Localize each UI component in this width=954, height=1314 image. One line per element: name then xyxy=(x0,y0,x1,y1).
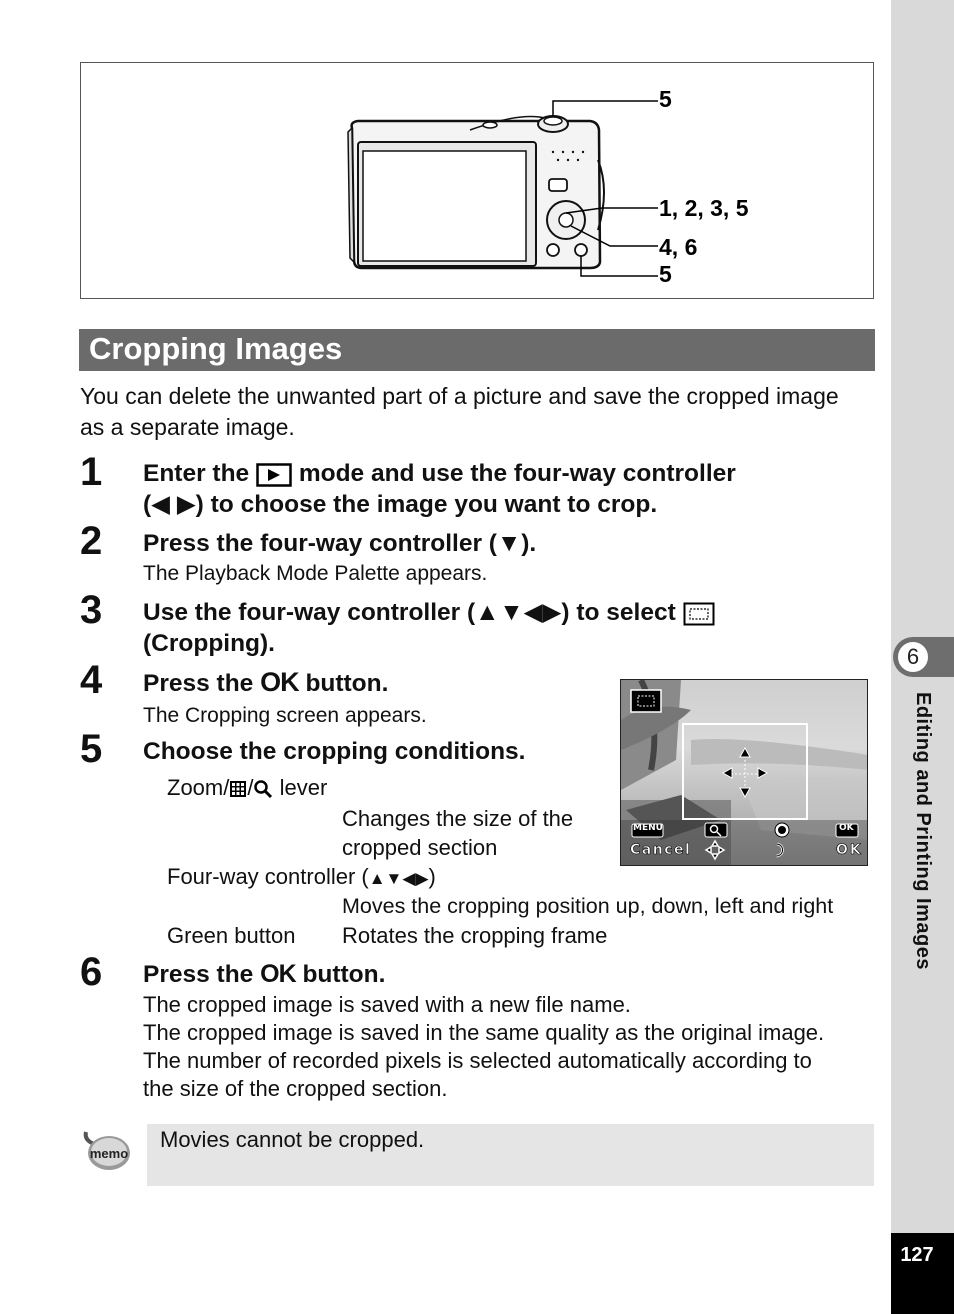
step-1-heading: Enter the mode and use the four-way controller (◀ ▶) to choose the image you want to crop. xyxy=(143,460,736,518)
step-6-line-3: The number of recorded pixels is selected automatically according to xyxy=(143,1048,812,1073)
callout-four-way: 1, 2, 3, 5 xyxy=(659,195,749,221)
step-1-number: 1 xyxy=(80,450,103,494)
step-2-number: 2 xyxy=(80,519,103,563)
ok-button-glyph: OK xyxy=(260,667,299,697)
step-6-number: 6 xyxy=(80,950,103,994)
four-way-desc: Moves the cropping position up, down, left and right xyxy=(342,894,834,918)
green-button-desc: Rotates the cropping frame xyxy=(342,923,608,948)
cropping-screen-preview xyxy=(620,679,868,866)
ok-button-glyph: OK xyxy=(260,960,296,988)
step-3-number: 3 xyxy=(80,588,103,632)
section-title: Cropping Images xyxy=(89,331,343,366)
callout-green: 5 xyxy=(659,261,672,287)
magnifier-icon xyxy=(253,779,273,799)
playback-mode-icon xyxy=(256,463,292,487)
four-way-arrows-icon: ▲▼◀▶ xyxy=(475,599,562,626)
lcd-menu-label: MENU xyxy=(633,823,663,833)
step-2-note: The Playback Mode Palette appears. xyxy=(143,562,488,585)
down-arrow-icon: ▼ xyxy=(496,530,522,557)
cropping-icon xyxy=(683,602,715,626)
camera-back-illustration xyxy=(340,100,670,280)
callout-ok: 4, 6 xyxy=(659,234,698,260)
step-5-number: 5 xyxy=(80,727,103,771)
callout-shutter: 5 xyxy=(659,86,672,112)
step-6-line-4: the size of the cropped section. xyxy=(143,1076,448,1101)
green-button-label: Green button xyxy=(167,923,296,948)
zoom-lever-label: Zoom/ / lever xyxy=(167,775,328,800)
step-3-heading: Use the four-way controller (▲▼◀▶) to select (Cropping). xyxy=(143,597,883,659)
lcd-ok-top-label: OK xyxy=(839,823,854,833)
step-6-heading: Press the OK button. xyxy=(143,960,386,988)
four-way-arrows-icon-small: ▲▼◀▶ xyxy=(368,869,429,888)
step-6-line-1: The cropped image is saved with a new file name. xyxy=(143,992,631,1017)
zoom-lever-desc-2: cropped section xyxy=(342,835,498,860)
memo-text: Movies cannot be cropped. xyxy=(160,1127,425,1152)
chapter-number: 6 xyxy=(896,640,930,674)
lcd-cancel-label: Cancel xyxy=(630,842,692,858)
step-2-heading: Press the four-way controller (▼). xyxy=(143,530,537,557)
beach-photo xyxy=(621,680,868,866)
left-right-arrows-icon: ◀ ▶ xyxy=(151,491,196,518)
thumbnail-grid-icon xyxy=(229,780,247,798)
step-6-line-2: The cropped image is saved in the same quality as the original image. xyxy=(143,1020,825,1045)
intro-paragraph: You can delete the unwanted part of a picture and save the cropped image as a separate image. xyxy=(80,383,839,440)
memo-icon-label: memo xyxy=(89,1146,129,1161)
zoom-lever-desc-1: Changes the size of the xyxy=(342,806,574,831)
step-5-heading: Choose the cropping conditions. xyxy=(143,738,526,765)
step-4-heading: Press the OK button. xyxy=(143,667,389,697)
step-4-number: 4 xyxy=(80,658,103,702)
four-way-label: Four-way controller (▲▼◀▶) xyxy=(167,864,436,889)
chapter-title: Editing and Printing Images xyxy=(912,692,934,970)
step-4-note: The Cropping screen appears. xyxy=(143,704,427,727)
memo-icon xyxy=(80,1128,134,1174)
lcd-ok-bottom-label: OK xyxy=(836,842,863,858)
page-number: 127 xyxy=(900,1244,934,1266)
